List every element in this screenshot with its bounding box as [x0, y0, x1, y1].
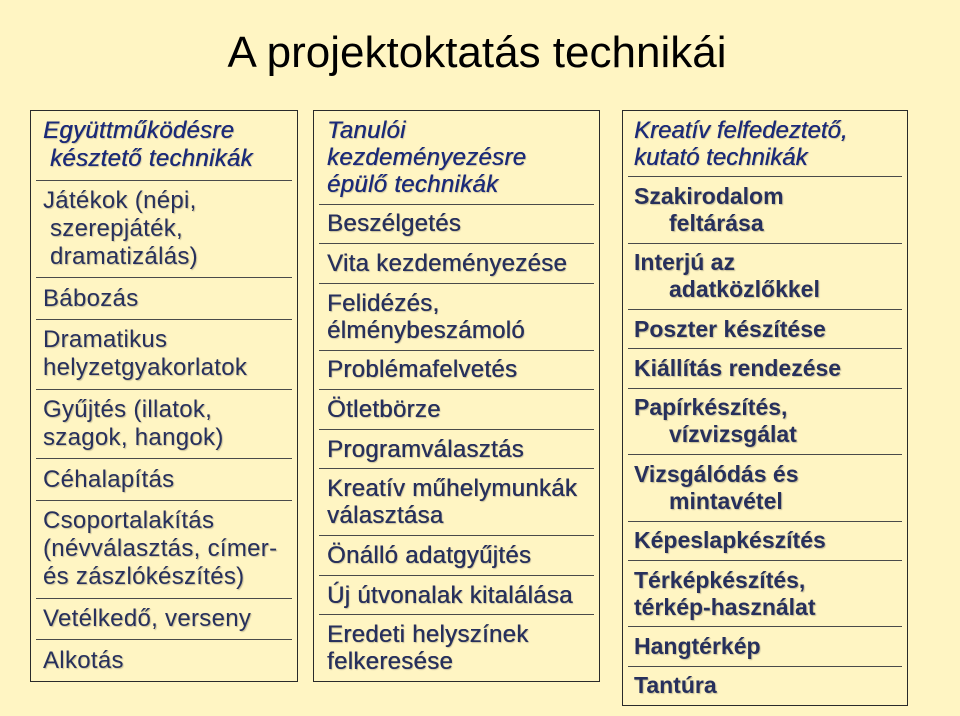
technique-item: [319, 469, 594, 536]
technique-item: [628, 455, 902, 521]
item-line: Interjú az: [634, 249, 735, 276]
column-student-initiative-techniques: [313, 110, 600, 682]
item-line: Önálló adatgyűjtés: [327, 541, 532, 569]
item-line: Vetélkedő, verseny: [43, 605, 252, 633]
item-line: térkép-használat: [634, 593, 816, 620]
item-line: Játékok (népi,: [43, 187, 197, 214]
item-line: Dramatikus: [43, 326, 168, 354]
header-line: kutató technikák: [634, 143, 808, 171]
item-line: Tantúra: [634, 672, 717, 699]
header-line: kezdeményezésre: [327, 143, 527, 171]
header-line: épülő technikák: [327, 170, 499, 198]
item-line: helyzetgyakorlatok: [43, 354, 248, 382]
slide-title: A projektoktatás technikái: [227, 28, 727, 77]
technique-item: [36, 390, 292, 460]
technique-item: [319, 536, 594, 576]
item-line: Problémafelvetés: [327, 356, 518, 384]
technique-item: [628, 522, 902, 561]
item-line: szagok, hangok): [43, 424, 224, 452]
item-line: és zászlókészítés): [43, 563, 245, 591]
item-line: Térképkészítés,: [634, 566, 806, 593]
column-header: [319, 111, 594, 205]
item-line: vízvizsgálat: [669, 421, 797, 448]
technique-item: [319, 205, 594, 245]
item-line: Ötletbörze: [327, 396, 441, 424]
item-line: választása: [327, 502, 444, 530]
item-line: Vizsgálódás és: [634, 460, 799, 487]
header-line: Tanulói: [327, 116, 406, 144]
item-line: Beszélgetés: [327, 210, 462, 238]
column-header: [628, 111, 902, 177]
column-header: [36, 111, 292, 181]
technique-item: [319, 244, 594, 284]
item-line: Felidézés,: [327, 289, 440, 317]
item-line: Képeslapkészítés: [634, 527, 826, 554]
item-line: Alkotás: [43, 646, 124, 674]
item-line: Vita kezdeményezése: [327, 250, 568, 278]
item-line: Eredeti helyszínek: [327, 621, 529, 649]
item-line: Csoportalakítás: [43, 507, 215, 535]
item-line: feltárása: [669, 210, 764, 237]
item-line: Gyűjtés (illatok,: [43, 396, 213, 424]
item-line: Új útvonalak kitalálása: [327, 581, 573, 609]
technique-item: [36, 320, 292, 390]
item-line: élménybeszámoló: [327, 316, 525, 344]
technique-item: [36, 640, 292, 681]
technique-item: [36, 278, 292, 320]
technique-item: [319, 430, 594, 470]
item-line: mintavétel: [669, 487, 783, 514]
technique-item: [628, 561, 902, 627]
item-line: Bábozás: [43, 284, 139, 312]
item-line: felkeresése: [327, 648, 454, 676]
technique-item: [628, 667, 902, 705]
technique-item: [319, 390, 594, 430]
item-line: dramatizálás): [50, 243, 198, 270]
item-line: szerepjáték,: [50, 215, 183, 242]
technique-item: [36, 501, 292, 599]
item-line: (névválasztás, címer-: [43, 535, 278, 563]
technique-item: [36, 599, 292, 641]
item-line: Kiállítás rendezése: [634, 355, 842, 382]
column-cooperative-techniques: [30, 110, 298, 682]
technique-item: [319, 351, 594, 391]
technique-item: [36, 181, 292, 279]
technique-item: [36, 459, 292, 501]
technique-item: [319, 615, 594, 681]
technique-item: [628, 627, 902, 666]
technique-item: [628, 389, 902, 455]
technique-item: [628, 244, 902, 310]
item-line: Poszter készítése: [634, 315, 826, 342]
column-creative-exploratory-techniques: [622, 110, 908, 706]
item-line: Kreatív műhelymunkák: [327, 475, 578, 503]
technique-item: [628, 177, 902, 243]
header-line: Együttműködésre: [43, 117, 235, 145]
technique-item: [319, 284, 594, 351]
item-line: Hangtérkép: [634, 632, 761, 659]
header-line: késztető technikák: [50, 145, 253, 173]
item-line: Papírkészítés,: [634, 394, 788, 421]
item-line: Szakirodalom: [634, 183, 784, 210]
technique-item: [628, 310, 902, 349]
item-line: adatközlőkkel: [669, 276, 820, 303]
item-line: Céhalapítás: [43, 465, 175, 493]
header-line: Kreatív felfedeztető,: [634, 116, 848, 144]
item-line: Programválasztás: [327, 435, 524, 463]
technique-item: [319, 576, 594, 616]
technique-item: [628, 349, 902, 388]
